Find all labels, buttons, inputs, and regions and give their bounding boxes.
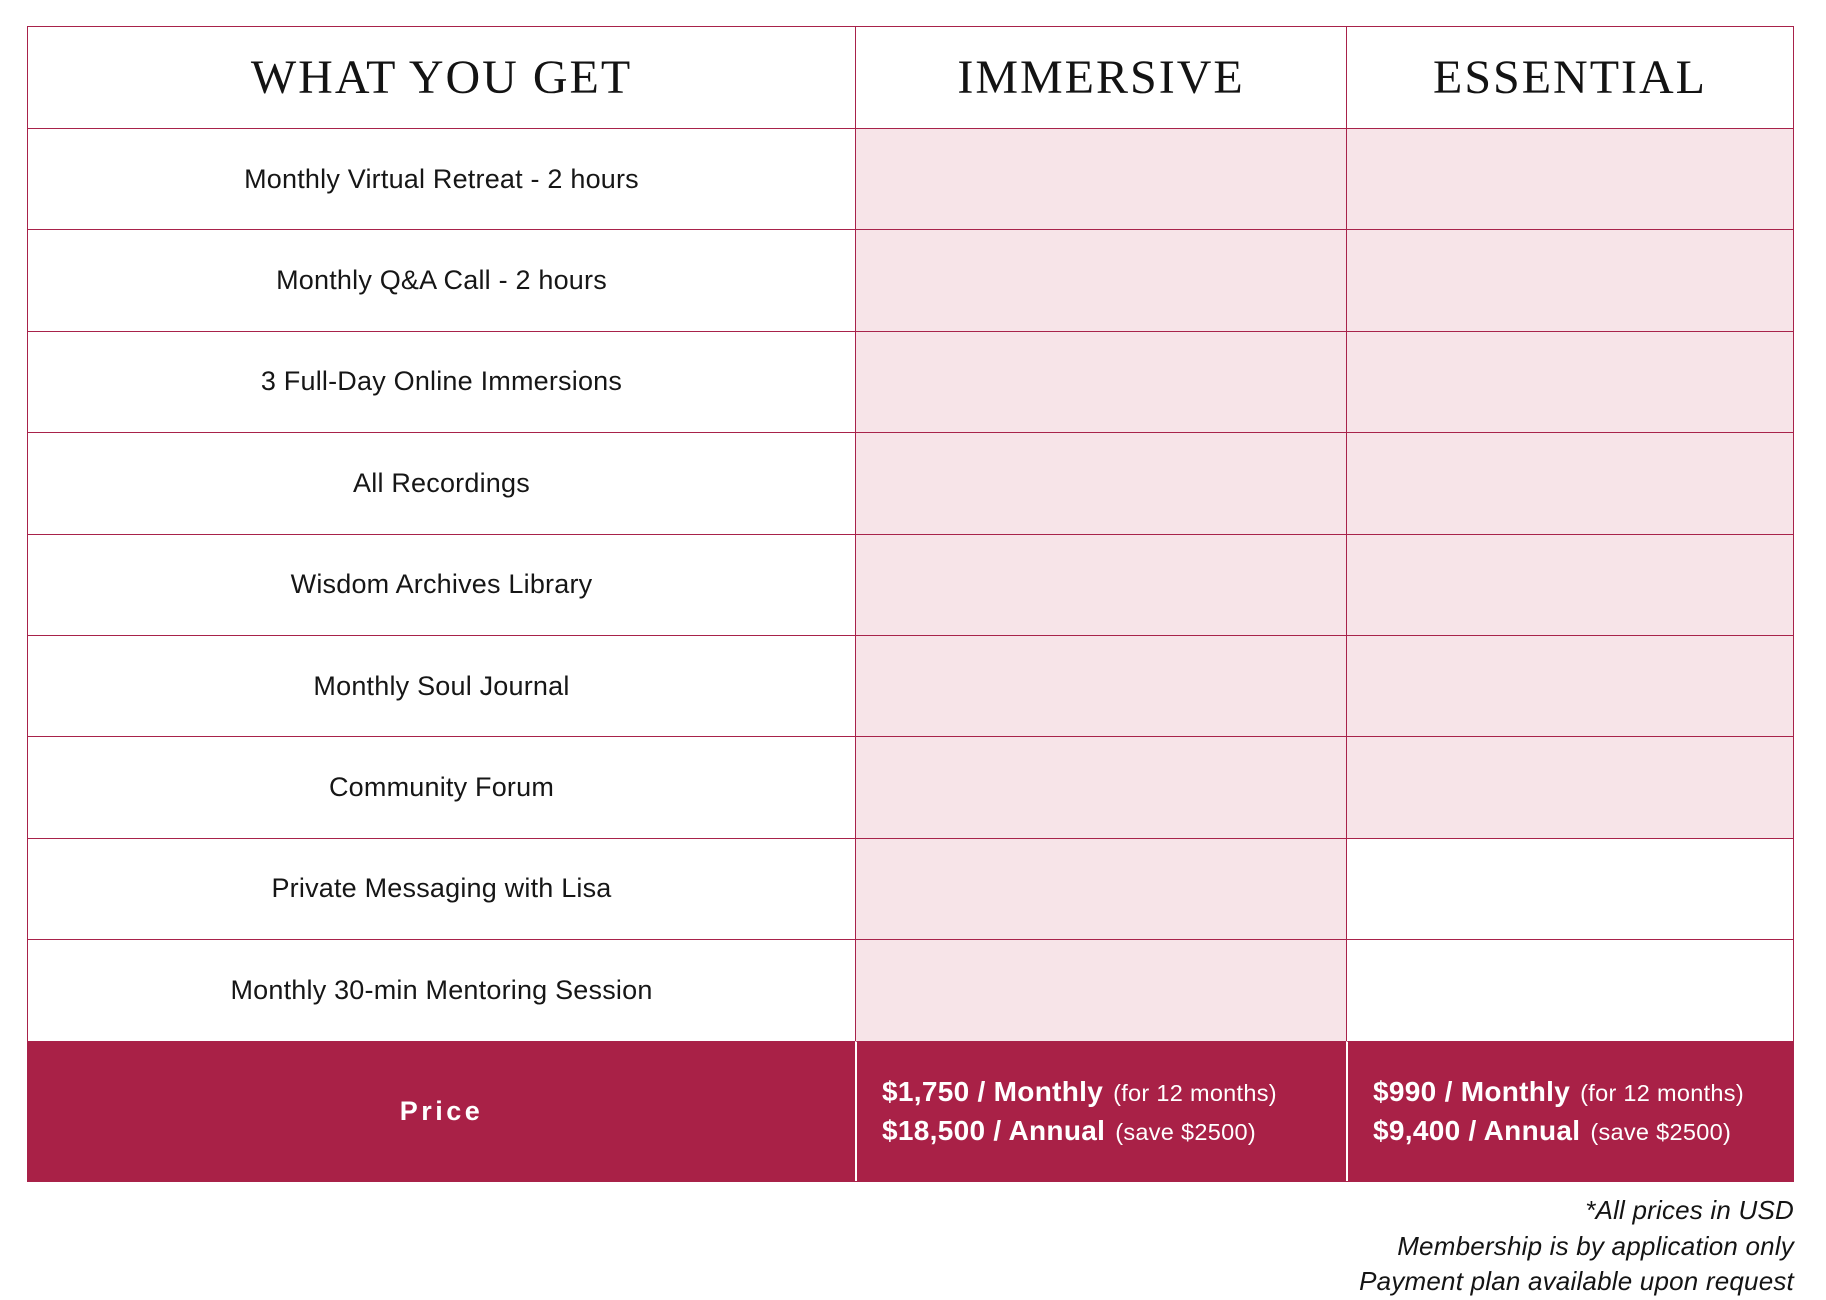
immersive-included-cell xyxy=(855,229,1346,330)
price-note: (save $2500) xyxy=(1115,1118,1256,1145)
immersive-included-cell xyxy=(855,838,1346,939)
feature-label: Private Messaging with Lisa xyxy=(28,838,855,939)
price-amount: $1,750 / Monthly xyxy=(882,1075,1104,1107)
immersive-included-cell xyxy=(855,128,1346,229)
feature-label: Monthly 30-min Mentoring Session xyxy=(28,939,855,1040)
column-header-essential: ESSENTIAL xyxy=(1346,27,1793,128)
immersive-included-cell xyxy=(855,432,1346,533)
essential-annual-price xyxy=(1373,1115,1731,1147)
immersive-included-cell xyxy=(855,939,1346,1040)
feature-label: Monthly Q&A Call - 2 hours xyxy=(28,229,855,330)
immersive-annual-price xyxy=(882,1115,1256,1147)
immersive-included-cell xyxy=(855,534,1346,635)
footnote-prices-usd: *All prices in USD xyxy=(1585,1195,1794,1225)
price-row-label: Price xyxy=(28,1041,855,1181)
essential-included-cell xyxy=(1346,534,1793,635)
price-note: (save $2500) xyxy=(1590,1118,1732,1145)
feature-label: Wisdom Archives Library xyxy=(28,534,855,635)
column-header-immersive: IMMERSIVE xyxy=(855,27,1346,128)
essential-included-cell xyxy=(1346,331,1793,432)
essential-included-cell xyxy=(1346,229,1793,330)
immersive-monthly-price xyxy=(882,1076,1277,1108)
essential-monthly-price xyxy=(1373,1076,1744,1108)
immersive-included-cell xyxy=(855,736,1346,837)
feature-label: 3 Full-Day Online Immersions xyxy=(28,331,855,432)
footnote-membership: Membership is by application only xyxy=(1397,1230,1794,1261)
pricing-table xyxy=(27,26,1794,1182)
column-header-what-you-get: WHAT YOU GET xyxy=(250,51,633,104)
immersive-included-cell xyxy=(855,635,1346,736)
essential-included-cell xyxy=(1346,635,1793,736)
feature-label: All Recordings xyxy=(28,432,855,533)
essential-included-cell xyxy=(1346,736,1793,837)
feature-label: Monthly Soul Journal xyxy=(28,635,855,736)
essential-included-cell xyxy=(1346,128,1793,229)
essential-included-cell xyxy=(1346,939,1793,1040)
price-amount: $18,500 / Annual xyxy=(882,1114,1106,1146)
immersive-included-cell xyxy=(855,331,1346,432)
essential-included-cell xyxy=(1346,838,1793,939)
price-note: (for 12 months) xyxy=(1580,1079,1744,1106)
feature-label: Monthly Virtual Retreat - 2 hours xyxy=(28,128,855,229)
essential-included-cell xyxy=(1346,432,1793,533)
feature-label: Community Forum xyxy=(28,736,855,837)
price-amount: $9,400 / Annual xyxy=(1373,1114,1581,1146)
footnote-payment-plan: Payment plan available upon request xyxy=(1359,1266,1794,1296)
footnotes xyxy=(1359,1193,1794,1300)
immersive-price-cell xyxy=(855,1041,1346,1181)
price-amount: $990 / Monthly xyxy=(1373,1075,1571,1107)
essential-price-cell xyxy=(1346,1041,1793,1181)
price-note: (for 12 months) xyxy=(1113,1079,1277,1106)
